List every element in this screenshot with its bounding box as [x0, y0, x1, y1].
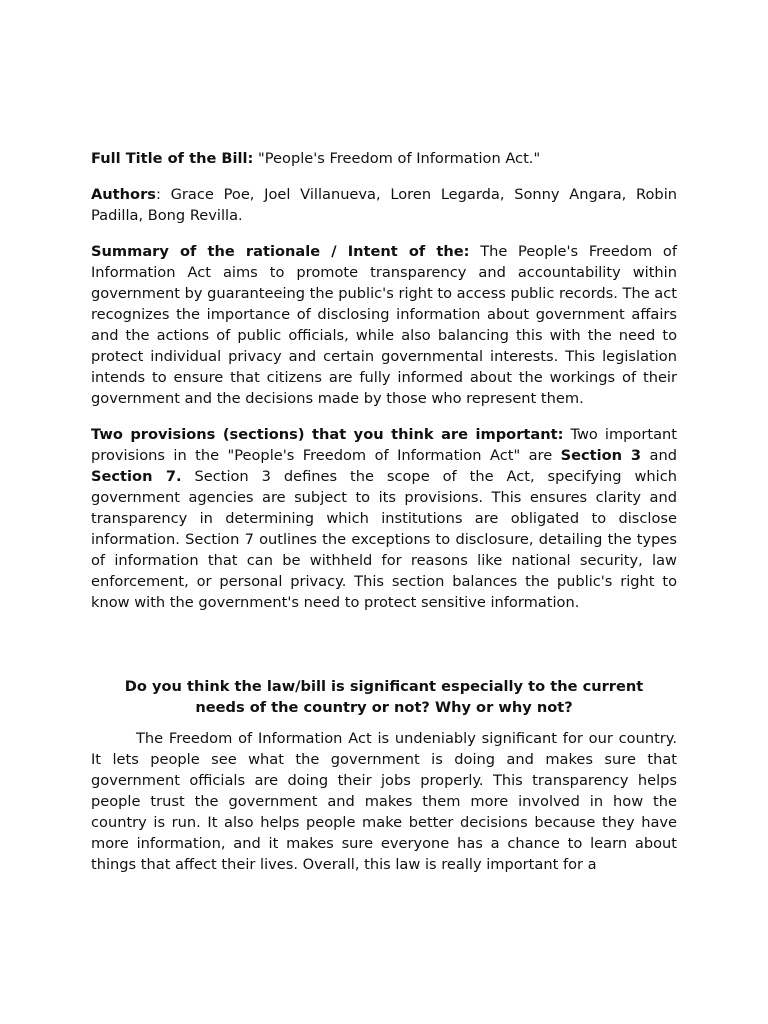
authors-paragraph [91, 184, 677, 226]
bill-title-paragraph [91, 148, 677, 169]
provisions-section-3: Section 3 [560, 447, 642, 464]
document-page [91, 148, 677, 875]
summary-paragraph [91, 241, 677, 409]
authors-label: Authors [91, 186, 156, 203]
question-heading: Do you think the law/bill is significant especially to the current needs of the country or not? Why or why not? [124, 678, 644, 716]
provisions-text-2: and [641, 447, 677, 464]
provisions-text-3: Section 3 defines the scope of the Act, specifying which government agencies are subject to its provisions. This ensures clarity and transparency in determining which institutions are obligated to disclose information. Section 7 outlines the exceptions to disclosure, detailing the types of information that can be withheld for reasons like national security, law enforcement, or personal privacy. This section balances the public's right to know with the government's need to protect sensitive information. [91, 468, 678, 611]
provisions-text-1: Two important provisions in the "People's Freedom of Information Act" are [91, 426, 677, 464]
summary-label: Summary of the rationale / Intent of the: [91, 243, 470, 260]
bill-title-value: "People's Freedom of Information Act." [253, 150, 541, 167]
bill-title-label: Full Title of the Bill: [91, 150, 254, 167]
answer-paragraph: The Freedom of Information Act is undeniably significant for our country. It lets people see what the government is doing and makes sure that government officials are doing their jobs properly. This transparency helps people trust the government and makes them more involved in how the country is run. It also helps people make better decisions because they have more information, and it makes sure everyone has a chance to learn about things that affect their lives. Overall, this law is really important for a [91, 730, 677, 873]
provisions-label: Two provisions (sections) that you think are important: [91, 426, 564, 443]
provisions-section-7: Section 7. [91, 468, 182, 485]
authors-value: : Grace Poe, Joel Villanueva, Loren Legarda, Sonny Angara, Robin Padilla, Bong Revilla. [91, 186, 677, 224]
summary-value: The People's Freedom of Information Act aims to promote transparency and accountability within government by guaranteeing the public's right to access public records. The act recognizes the importance of disclosing information about government affairs and the actions of public officials, while also balancing this with the need to protect individual privacy and certain governmental interests. This legislation intends to ensure that citizens are fully informed about the workings of their government and the decisions made by those who represent them. [91, 243, 677, 407]
provisions-paragraph [91, 424, 677, 613]
